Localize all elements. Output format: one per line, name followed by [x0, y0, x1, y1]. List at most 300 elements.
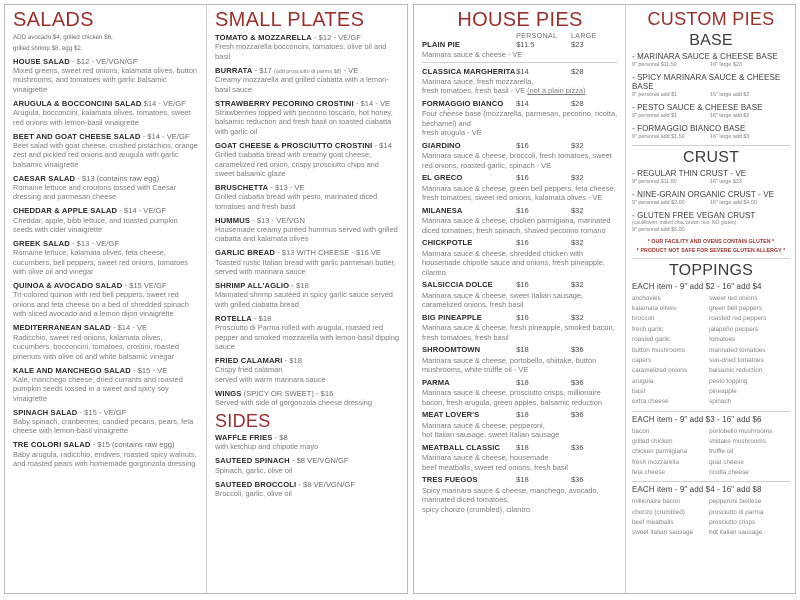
house-pie-name: PLAIN PIE	[422, 40, 461, 49]
item-price-meta: - $18	[289, 281, 309, 291]
toppings-divider	[632, 411, 790, 412]
house-pie-row	[422, 99, 618, 109]
item-price-meta: - $12 - VE/VGN/GF	[69, 56, 138, 66]
price-16-inch: 16" large $23	[710, 179, 742, 186]
house-pie-large-price: $36	[570, 475, 584, 485]
topping-item[interactable]: sweet red onions	[709, 294, 758, 302]
topping-item[interactable]: bacon	[632, 427, 650, 435]
toppings-grid	[632, 294, 790, 408]
option-name: - REGULAR THIN CRUST - VE	[632, 169, 747, 179]
item-name: CAESAR SALAD	[13, 173, 76, 183]
house-pie-description: Marinara sauce & cheese, sweet Italian sausage, caramelized onions, fresh basil	[422, 290, 584, 310]
small-plates-column	[207, 5, 407, 593]
base-option[interactable]	[632, 124, 790, 141]
sides-list	[215, 433, 400, 498]
item-description: Grilled ciabatta bread with creamy goat cheese, caramelized red onion, crispy prosciutto chips and sweet balsamic glaze	[215, 150, 379, 179]
house-pie-name: MILANESA	[422, 205, 463, 215]
side-item[interactable]	[215, 456, 400, 475]
house-pies-title: HOUSE PIES	[457, 9, 583, 31]
topping-item[interactable]: portobello mushrooms	[709, 427, 773, 435]
salads-addons-line-2: grilled shrimp $8, egg $2.	[13, 44, 83, 52]
topping-item[interactable]: grilled chicken	[632, 437, 673, 445]
salad-item[interactable]	[13, 323, 199, 361]
salads-title: SALADS	[13, 9, 94, 31]
crust-option[interactable]	[632, 169, 790, 186]
salads-list	[13, 57, 199, 469]
item-name: SAUTEED BROCCOLI	[215, 479, 297, 489]
left-panel	[4, 4, 408, 594]
item-heading	[13, 57, 199, 66]
salads-addons-note	[13, 33, 199, 55]
house-pie-personal-price: $16	[516, 140, 529, 150]
item-name: SAUTEED SPINACH	[215, 456, 290, 466]
toppings-column-left	[632, 294, 709, 408]
house-pie-row	[422, 206, 618, 216]
item-description-emphasis: (not a plain pizza)	[527, 86, 586, 96]
house-pie-description: Marinara sauce & cheese, chicken parmigiana, marinated diced tomatoes, fresh spinach, shaved pecorino romano	[422, 216, 611, 235]
item-price-meta: - $14 - VE/GF	[117, 206, 167, 216]
house-pie-item[interactable]	[422, 475, 618, 514]
house-pies-personal-header: PERSONAL	[516, 33, 558, 40]
price-16-inch: 16" large add $2	[710, 92, 750, 99]
topping-item[interactable]: capers	[632, 356, 652, 364]
topping-item[interactable]: hot italian sausage	[709, 529, 763, 537]
topping-item[interactable]: chorizo (crumbled)	[632, 508, 685, 516]
item-note: (add prosciutto di parma $8)	[274, 68, 342, 75]
item-price-meta: - $12 - VE/GF	[311, 33, 361, 42]
item-name: SHRIMP ALL'AGLIO	[215, 281, 290, 291]
house-pie-large-price: $36	[570, 442, 584, 452]
item-name: CHEDDAR & APPLE SALAD	[13, 206, 118, 216]
price-9-inch: 9" personal add $5.00	[632, 227, 685, 234]
item-heading	[215, 248, 400, 257]
item-heading	[215, 433, 400, 442]
house-pie-row	[422, 410, 618, 420]
house-pie-description: Marinara sauce & cheese, shredded chicken with housemade chipotle sauce and onions, fresh pineapple, cilantro	[422, 248, 605, 277]
topping-item[interactable]: fresh mozzarella	[632, 458, 679, 466]
small-plate-item[interactable]	[215, 216, 400, 244]
item-heading	[13, 408, 199, 417]
item-description: Marinated shrimp sautéed in spicy garlic sauce served with grilled ciabatta bread	[215, 290, 393, 309]
price-16-inch: 16" large $23	[710, 61, 742, 68]
house-pie-personal-price: $16	[516, 312, 529, 322]
toppings-group	[632, 282, 790, 408]
topping-item[interactable]: feta cheese	[632, 469, 666, 477]
item-description: Romaine lettuce, kalamata olives, feta cheese, cucumbers, bell peppers, sweet red onions, tomatoes with olive oil and vinegar	[13, 248, 189, 277]
topping-item[interactable]: kalamata olives	[632, 305, 677, 313]
house-pie-row	[422, 40, 618, 50]
topping-item[interactable]: millionaire bacon	[632, 498, 680, 506]
item-name: MEDITERRANEAN SALAD	[13, 323, 111, 333]
house-pie-name: CLASSICA MARGHERITA	[422, 66, 516, 76]
item-heading	[215, 356, 400, 365]
topping-item[interactable]: pineapple	[709, 388, 737, 396]
item-heading	[215, 314, 400, 323]
salads-addons-line-1: ADD avocado $4, grilled chicken $6,	[13, 34, 113, 41]
house-pie-item[interactable]	[422, 141, 618, 170]
small-plate-item[interactable]	[215, 248, 400, 276]
topping-item[interactable]: truffle oil	[709, 448, 734, 456]
base-option[interactable]	[632, 103, 790, 120]
item-price-meta: - $14	[372, 140, 392, 150]
house-pie-item[interactable]	[422, 280, 618, 309]
toppings-subtitle: TOPPINGS	[669, 261, 753, 279]
base-divider	[632, 145, 790, 146]
house-pies-table-header	[422, 33, 618, 40]
item-description: Broccoli, garlic, olive oil	[215, 488, 292, 498]
house-pie-name: CHICKPOTLE	[422, 238, 473, 248]
item-name: TOMATO & MOZZARELLA	[215, 33, 312, 42]
crust-divider	[632, 258, 790, 259]
small-plate-item[interactable]	[215, 314, 400, 352]
crust-option[interactable]	[632, 211, 790, 235]
house-pie-large-price: $28	[570, 66, 584, 76]
house-pie-item[interactable]	[422, 67, 618, 96]
item-heading	[215, 66, 400, 76]
topping-item[interactable]: extra cheese	[632, 398, 669, 406]
option-name: - MARINARA SAUCE & CHEESE BASE	[632, 51, 778, 61]
item-description: Housemade creamy puréed hummus served with grilled ciabatta and kalamata olives	[215, 224, 398, 244]
option-name: - PESTO SAUCE & CHEESE BASE	[632, 103, 763, 113]
topping-item[interactable]: basil	[632, 388, 646, 396]
item-heading	[13, 174, 199, 183]
house-pie-row	[422, 280, 618, 290]
topping-item[interactable]: sweet italian sausage	[632, 529, 694, 537]
price-16-inch: 16" large add $2	[710, 113, 750, 120]
house-pie-item[interactable]	[422, 378, 618, 407]
item-price-meta: - $13 (contains raw egg)	[75, 173, 160, 183]
small-plate-item[interactable]	[215, 356, 400, 384]
small-plate-item[interactable]	[215, 281, 400, 309]
house-pie-personal-price: $18	[516, 410, 529, 420]
item-price-meta: - $15 VE/GF	[122, 281, 167, 291]
house-pie-item[interactable]	[422, 313, 618, 342]
option-prices	[632, 92, 790, 99]
topping-item[interactable]: green bell peppers	[709, 305, 763, 313]
topping-item[interactable]: sun-dried tomatoes	[709, 356, 764, 364]
house-pie-description: Marinara sauce & cheese, broccoli, fresh tomatoes, sweet red onions, roasted garlic, spinach - VE	[422, 151, 612, 170]
item-price-meta: $14 - VE/GF	[141, 98, 186, 108]
house-pie-description: Marinara sauce & cheese, fresh pineapple, smoked bacon, fresh tomatoes, fresh basil	[422, 323, 615, 342]
toppings-column-left	[632, 427, 709, 479]
price-16-inch: 16" large add $3	[710, 134, 750, 141]
topping-item[interactable]: pesto topping	[709, 377, 748, 385]
house-pie-description: Marinara sauce & cheese, green bell peppers, feta cheese, fresh tomatoes, sweet red onions, kalamata olives - VE	[422, 183, 616, 203]
house-pie-large-price: $36	[570, 377, 584, 387]
item-heading	[215, 456, 400, 465]
topping-item[interactable]: broccoli	[632, 315, 655, 323]
item-name: BRUSCHETTA	[215, 183, 269, 193]
item-price-meta: - $13 - VE/VGN	[250, 215, 305, 225]
item-name: BEET AND GOAT CHEESE SALAD	[13, 131, 141, 141]
item-heading	[215, 480, 400, 489]
salad-item[interactable]	[13, 281, 199, 319]
item-heading	[215, 216, 400, 225]
item-name: SPINACH SALAD	[13, 407, 78, 417]
item-name: FRIED CALAMARI	[215, 355, 283, 365]
topping-item[interactable]: prosciutto di parma	[709, 508, 764, 516]
item-price-meta: - $8 VE/VGN/GF	[289, 456, 349, 466]
house-pie-large-price: $32	[570, 205, 584, 215]
small-plate-item[interactable]	[215, 66, 400, 95]
item-heading	[13, 99, 199, 108]
house-pies-large-header: LARGE	[570, 33, 597, 40]
price-16-inch	[710, 227, 790, 234]
house-pie-description: Marinara sauce & cheese, prosciutto crisps, millionaire bacon, fresh arugula, green apples, balsamic reduction	[422, 388, 602, 407]
toppings-group-heading: EACH item - 9" add $2 - 16" add $4	[632, 281, 762, 291]
topping-item[interactable]: pepperoni bieIlese	[709, 498, 762, 506]
salad-item[interactable]	[13, 366, 199, 404]
option-prices	[632, 134, 790, 141]
house-pie-description: Marinara sauce & cheese, pepperoni, hot Italian sausage, sweet Italian sausage	[422, 420, 560, 440]
item-description: Fresh mozzarella bocconcini, tomatoes, olive oil and basil	[215, 42, 387, 61]
item-name: QUINOA & AVOCADO SALAD	[13, 281, 123, 291]
topping-item[interactable]: balsamic reduction	[709, 367, 763, 375]
house-pie-row	[422, 378, 618, 388]
item-description: Arugula, bocconcini, kalamata olives, tomatoes, sweet red onions with lemon-basil vinaigrette	[13, 108, 191, 127]
option-note: (cauliflower, milled chia, brown rice, NO gluten)	[632, 220, 737, 227]
house-pie-item[interactable]	[422, 173, 618, 202]
item-name: HUMMUS	[215, 215, 251, 225]
small-plate-item[interactable]	[215, 99, 400, 137]
house-pie-row	[422, 67, 618, 77]
item-description: Tri-colored quinoa with red bell peppers, sweet red onions and feta cheese on a bed of shredded spinach with sliced avocado and a lemon dijon vinaigrette	[13, 290, 189, 319]
item-name: HOUSE SALAD	[13, 56, 70, 66]
item-price-meta: - $18	[251, 313, 272, 323]
item-name: KALE AND MANCHEGO SALAD	[13, 365, 131, 375]
house-pie-description: Four cheese base (mozzarella, parmesan, pecorino, ricotta, béchamel) and fresh arugula - VE	[422, 109, 618, 138]
small-plate-item[interactable]	[215, 389, 400, 408]
item-description: Spinach, garlic, olive oil	[215, 465, 293, 475]
price-16-inch: 16" large add $4.00	[710, 200, 757, 207]
topping-item[interactable]: arugula	[632, 377, 654, 385]
price-9-inch: 9" personal add $1	[632, 92, 678, 99]
house-pie-item[interactable]	[422, 40, 618, 63]
item-diet-tag: - VE	[341, 65, 359, 75]
house-pie-large-price: $23	[570, 40, 584, 49]
topping-item[interactable]: spinach	[709, 398, 732, 406]
small-plate-item[interactable]	[215, 33, 400, 61]
item-name: BURRATA	[215, 65, 253, 75]
house-pies-column	[414, 5, 626, 593]
crust-subtitle: CRUST	[682, 149, 740, 167]
house-pie-item[interactable]	[422, 410, 618, 439]
house-pie-name: GIARDINO	[422, 140, 461, 150]
item-name: ROTELLA	[215, 313, 252, 323]
small-plate-item[interactable]	[215, 183, 400, 211]
house-pie-large-price: $32	[570, 312, 584, 322]
salad-item[interactable]	[13, 132, 199, 170]
item-price-meta: - $15 (contains raw egg)	[90, 440, 175, 450]
house-pie-name: TRES FUEGOS	[422, 475, 478, 485]
option-prices	[632, 200, 790, 207]
item-heading	[13, 440, 199, 449]
house-pie-personal-price: $11.5	[516, 40, 535, 49]
side-item[interactable]	[215, 480, 400, 499]
base-subtitle: BASE	[689, 31, 733, 49]
topping-item[interactable]: fresh garlic	[632, 325, 664, 333]
item-description: with ketchup and chipotle mayo	[215, 442, 319, 452]
house-pie-item[interactable]	[422, 238, 618, 277]
topping-item[interactable]: roasted garlic	[632, 336, 671, 344]
toppings-grid	[632, 427, 790, 479]
item-description: Beet salad with goat cheese, crushed pistachios, orange zest and pickled red onions and arugula with garlic balsamic vinaigrette	[13, 140, 198, 169]
topping-item[interactable]: button mushrooms	[632, 346, 685, 354]
item-name: WINGS	[215, 388, 242, 398]
option-name: - SPICY MARINARA SAUCE & CHEESE BASE	[632, 72, 781, 92]
salads-column	[5, 5, 207, 593]
item-description: Kale, manchego cheese, dried currants and roasted pumpkin seeds tossed in a sweet and spicy soy vinaigrette	[13, 374, 183, 403]
topping-item[interactable]: anchovies	[632, 294, 661, 302]
small-plates-list	[215, 33, 400, 407]
house-pie-personal-price: $16	[516, 238, 529, 248]
item-price-meta: - $14 - VE/GF	[140, 131, 190, 141]
house-pies-list	[422, 40, 618, 514]
toppings-group	[632, 415, 790, 479]
house-pie-name: BIG PINEAPPLE	[422, 312, 482, 322]
item-name: WAFFLE FRIES	[215, 433, 273, 443]
salad-item[interactable]	[13, 57, 199, 95]
house-pie-name: MEATBALL CLASSIC	[422, 442, 501, 452]
item-price-meta: - $15 - VE/GF	[77, 407, 127, 417]
house-pie-row	[422, 443, 618, 453]
item-price-meta: - $14 - VE	[110, 323, 148, 333]
item-price-meta: - $13 - VE/GF	[69, 239, 119, 249]
house-pie-large-price: $32	[570, 140, 584, 150]
house-pie-large-price: $32	[570, 173, 584, 183]
item-description: Toasted rustic Italian bread with garlic parmesan butter, served with marinara sauce	[215, 257, 396, 277]
item-description: Radicchio, sweet red onions, kalamata olives, cucumbers, bocconcini, tomatoes, crostini, roasted pinenuts with olive oil and white balsamic vinegar	[13, 332, 179, 361]
item-heading	[13, 239, 199, 248]
house-pie-description: Marinara sauce, fresh mozzarella, fresh tomatoes, fresh basil - VE (not a plain pizza)	[422, 76, 586, 96]
crust-option[interactable]	[632, 190, 790, 207]
item-description: Creamy mozzarella and grilled ciabatta with a lemon-basil sauce	[215, 75, 389, 94]
topping-item[interactable]: marinated tomatoes	[709, 346, 766, 354]
option-name: - FORMAGGIO BIANCO BASE	[632, 124, 746, 134]
salad-item[interactable]	[13, 99, 199, 127]
house-pie-name: PARMA	[422, 377, 450, 387]
price-9-inch: 9" personal $11.50	[632, 179, 677, 186]
house-pie-personal-price: $18	[516, 442, 529, 452]
item-description: Served with side of gorgonzola cheese dressing	[215, 397, 372, 407]
item-description: Strawberries topped with pecorino toscano, hot honey, balsamic reduction and fresh basil on toasted ciabatta with garlic oil	[215, 107, 393, 136]
house-pie-item[interactable]	[422, 345, 618, 374]
custom-pies-title: CUSTOM PIES	[647, 9, 775, 29]
price-9-inch: 9" personal add $2.00	[632, 200, 685, 207]
toppings-group-heading: EACH item - 9" add $3 - 16" add $6	[632, 414, 762, 424]
house-pie-large-price: $32	[570, 238, 584, 248]
item-heading	[13, 366, 199, 375]
house-pie-row	[422, 173, 618, 183]
house-pie-personal-price: $18	[516, 345, 529, 355]
salad-item[interactable]	[13, 174, 199, 202]
house-pies-name-header	[422, 33, 516, 40]
item-name: STRAWBERRY PECORINO CROSTINI	[215, 98, 354, 108]
sides-title: SIDES	[215, 411, 271, 432]
item-heading	[13, 206, 199, 215]
gluten-warning: * PRODUCT NOT SAFE FOR SEVERE GLUTEN ALLERGY *	[636, 247, 786, 254]
item-heading	[215, 141, 400, 150]
item-heading	[215, 183, 400, 192]
base-option[interactable]	[632, 52, 790, 69]
house-pie-description: Marinara sauce & cheese, portobello, shiitake, button mushrooms, white truffle oil - VE	[422, 355, 597, 375]
salad-item[interactable]	[13, 206, 199, 234]
house-pie-name: SALSICCIA DOLCE	[422, 280, 493, 290]
salad-item[interactable]	[13, 408, 199, 436]
topping-item[interactable]: tomatoes	[709, 336, 736, 344]
price-9-inch: 9" personal add $1.50	[632, 134, 685, 141]
house-pie-row	[422, 313, 618, 323]
topping-item[interactable]: caramelized onions	[632, 367, 688, 375]
toppings-column-right	[709, 497, 790, 539]
topping-item[interactable]: beef meatballs	[632, 518, 674, 526]
item-price-meta: (SPICY OR SWEET) - $16	[241, 388, 334, 398]
base-list	[632, 52, 790, 142]
base-option[interactable]	[632, 73, 790, 100]
salad-item[interactable]	[13, 440, 199, 468]
topping-item[interactable]: ricotta cheese	[709, 469, 749, 477]
toppings-divider	[632, 481, 790, 482]
gluten-warning: * OUR FACILITY AND OVENS CONTAIN GLUTEN *	[647, 239, 775, 246]
item-description: Prosciutto di Parma rolled with arugula, roasted red pepper and smoked mozzarella with lemon-basil dipping sauce	[215, 323, 400, 351]
house-pie-name: FORMAGGIO BIANCO	[422, 99, 504, 108]
item-description: Cheddar, apple, bibb lettuce, and toasted pumpkin seeds with cider vinaigrette	[13, 215, 178, 235]
item-description: Mixed greens, sweet red onions, kalamata olives, button mushrooms, and tomatoes with garlic balsamic vinaigrette	[13, 65, 198, 94]
house-pie-item[interactable]	[422, 99, 618, 138]
price-9-inch: 9" personal add $1	[632, 113, 678, 120]
topping-item[interactable]: jalapeño peppers	[709, 325, 759, 333]
house-pie-item[interactable]	[422, 206, 618, 235]
toppings-list	[632, 282, 790, 539]
topping-item[interactable]: shiitake mushrooms	[709, 437, 766, 445]
topping-item[interactable]: roasted red peppers	[709, 315, 767, 323]
item-heading	[13, 132, 199, 141]
item-price-meta: - $8	[272, 433, 288, 443]
side-item[interactable]	[215, 433, 400, 452]
option-prices	[632, 113, 790, 120]
option-name: - NINE-GRAIN ORGANIC CRUST - VE	[632, 189, 775, 199]
item-heading	[215, 99, 400, 108]
small-plate-item[interactable]	[215, 141, 400, 179]
house-pie-large-price: $28	[570, 99, 584, 108]
item-price-meta: - $15 - VE	[130, 365, 168, 375]
house-pie-description: Spicy marinara sauce & cheese, manchego, avocado, marinated diced tomatoes, spicy chorizo (crumbled), cilantro	[422, 485, 599, 514]
item-heading	[215, 389, 400, 398]
toppings-column-right	[709, 427, 790, 479]
house-pie-personal-price: $16	[516, 280, 529, 290]
small-plates-title: SMALL PLATES	[215, 9, 365, 31]
custom-pies-column	[626, 5, 795, 593]
topping-item[interactable]: chicken parmigiana	[632, 448, 688, 456]
right-panel	[413, 4, 796, 594]
topping-item[interactable]: goat cheese	[709, 458, 744, 466]
item-price-meta: - $13 WITH CHEESE - $16 VE	[275, 248, 381, 258]
topping-item[interactable]: prosciutto crisps	[709, 518, 756, 526]
house-pie-row	[422, 238, 618, 248]
toppings-group-heading: EACH item - 9" add $4 - 16" add $8	[632, 485, 762, 495]
item-description: Baby arugula, radicchio, endives, roasted spicy walnuts, and roasted pears with homemade gorgonzola dressing	[13, 449, 197, 469]
house-pie-personal-price: $18	[516, 475, 529, 485]
item-description: Baby spinach, cranberries, candied pecans, pears, feta cheese with lemon-basil vinaigrette	[13, 416, 194, 436]
option-prices	[632, 227, 790, 234]
price-9-inch: 9" personal $11.50	[632, 61, 677, 68]
item-description: Romaine lettuce and croutons tossed with Caesar dressing and parmesan cheese	[13, 182, 177, 202]
house-pie-description: Marinara sauce & cheese - VE	[422, 50, 523, 60]
house-pie-item[interactable]	[422, 443, 618, 472]
salad-item[interactable]	[13, 239, 199, 277]
item-description: Grilled ciabatta bread with pesto, marinated diced tomatoes and fresh basil	[215, 192, 378, 211]
item-heading	[13, 323, 199, 332]
